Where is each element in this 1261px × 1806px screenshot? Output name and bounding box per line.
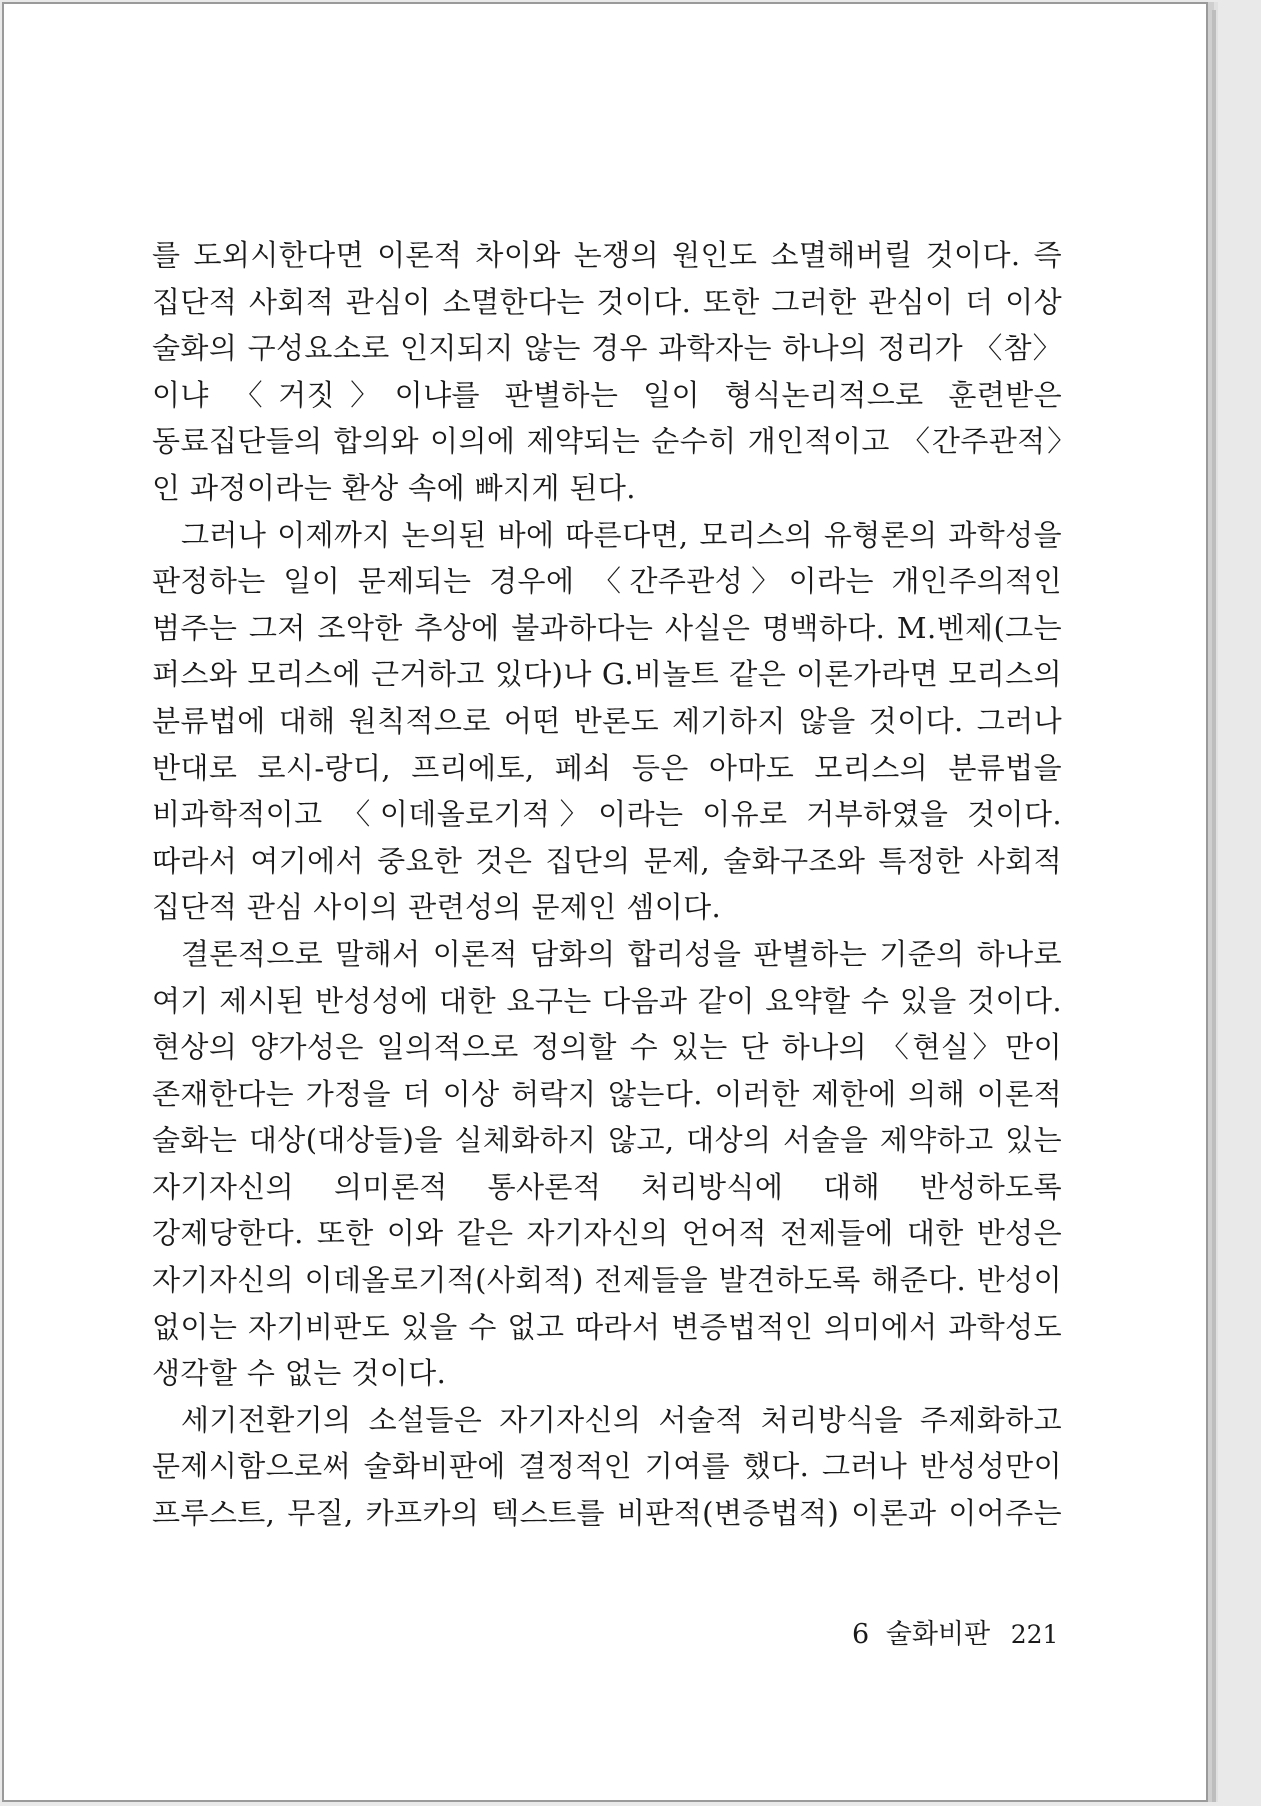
page-number: 221 xyxy=(1010,1620,1059,1649)
chapter-title: 술화비판 xyxy=(885,1619,991,1650)
body-text xyxy=(152,232,1062,1537)
chapter-number: 6 xyxy=(852,1619,870,1650)
paragraph-4: 세기전환기의 소설들은 자기자신의 서술적 처리방식을 주제화하고 문제시함으로써 술화비판에 결정적인 기여를 했다. 그러나 반성성만이 프루스트, 무질, 카프카의 텍스트를 비판적(변증법적) 이론과 이어주는 xyxy=(152,1402,1062,1531)
paragraph-3: 결론적으로 말해서 이론적 담화의 합리성을 판별하는 기준의 하나로 여기 제시된 반성성에 대한 요구는 다음과 같이 요약할 수 있을 것이다. 현상의 양가성은 일의적으로 정의할 수 있는 단 하나의 〈현실〉만이 존재한다는 가정을 더 이상 허락지 않는다. 이러한 제한에 의해 이론적 술화는 대상(대상들)을 실체화하지 않고, 대상의 서술을 제약하고 있는 자기자신의 의미론적 통사론적 처리방식에 대해 반성하도록 강제당한다. 또한 이와 같은 자기자신의 언어적 전제들에 대한 반성은 자기자신의 이데올로기적(사회적) 전제들을 발견하도록 해준다. 반성이 없이는 자기비판도 있을 수 없고 따라서 변증법적인 의미에서 과학성도 생각할 수 없는 것이다. xyxy=(152,936,1062,1391)
paragraph-1: 를 도외시한다면 이론적 차이와 논쟁의 원인도 소멸해버릴 것이다. 즉 집단적 사회적 관심이 소멸한다는 것이다. 또한 그러한 관심이 더 이상 술화의 구성요소로 인지되지 않는 경우 과학자는 하나의 정리가 〈참〉이냐 〈거짓〉이냐를 판별하는 일이 형식논리적으로 훈련받은 동료집단들의 합의와 이의에 제약되는 순수히 개인적이고 〈간주관적〉인 과정이라는 환상 속에 빠지게 된다. xyxy=(152,238,1062,505)
running-footer xyxy=(852,1612,1058,1651)
paragraph-2: 그러나 이제까지 논의된 바에 따른다면, 모리스의 유형론의 과학성을 판정하는 일이 문제되는 경우에 〈간주관성〉이라는 개인주의적인 범주는 그저 조악한 추상에 불과하다는 사실은 명백하다. M.벤제(그는 퍼스와 모리스에 근거하고 있다)나 G.비놀트 같은 이론가라면 모리스의 분류법에 대해 원칙적으로 어떤 반론도 제기하지 않을 것이다. 그러나 반대로 로시-랑디, 프리에토, 페쇠 등은 아마도 모리스의 분류법을 비과학적이고 〈이데올로기적〉이라는 이유로 거부하였을 것이다. 따라서 여기에서 중요한 것은 집단의 문제, 술화구조와 특정한 사회적 집단적 관심 사이의 관련성의 문제인 셈이다. xyxy=(152,517,1062,925)
book-page xyxy=(2,2,1208,1802)
page-stack-edge xyxy=(1212,10,1216,1802)
